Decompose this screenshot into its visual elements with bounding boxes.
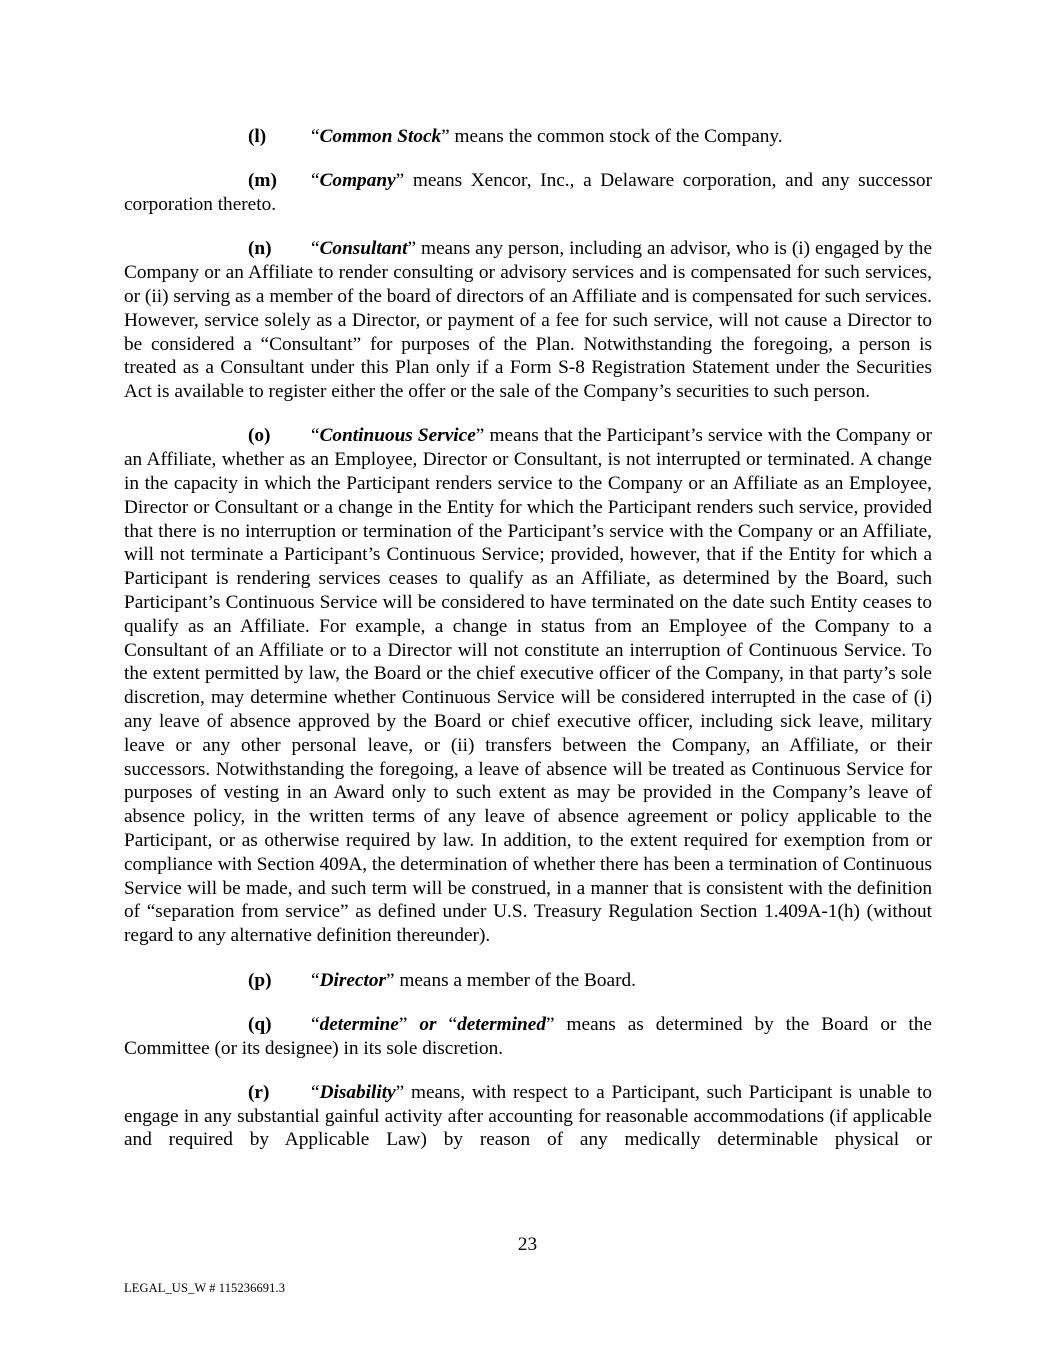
definition-number: (m) (248, 170, 277, 192)
definition-number: (p) (248, 969, 272, 991)
definition-text: means, with respect to a Participant, such Participant is unable to engage in any substantial gainful activity after accounting for reasonable accommodations (if applicable and required by Applicable Law) by reason of any medically determinable physical or (124, 1081, 932, 1151)
definition-determine: (q) “determine” or “determined” means as determined by the Board or the Committee (or its designee) in its sole discretion. (124, 1013, 932, 1059)
definition-text: means Xencor, Inc., a Delaware corporation, and any successor corporation thereto. (124, 170, 932, 216)
definition-text: means any person, including an advisor, who is (i) engaged by the Company or an Affiliate to render consulting or advisory services and is compensated for such services, or (ii) serving as a member of the board of directors of an Affiliate and is compensated for such services. However, service solely as a Director, or payment of a fee for such service, will not cause a Director to be considered a “Consultant” for purposes of the Plan. Notwithstanding the foregoing, a person is treated as a Consultant under this Plan only if a Form S-8 Registration Statement under the Securities Act is available to register either the offer or the sale of the Company’s securities to such person. (124, 238, 932, 403)
definition-company: (m) “Company” means Xencor, Inc., a Delaware corporation, and any successor corporation thereto. (124, 170, 932, 216)
document-id: LEGAL_US_W # 115236691.3 (124, 1281, 286, 1295)
definition-text: means that the Participant’s service with the Company or an Affiliate, whether as an Employee, Director or Consultant, is not interrupted or terminated. A change in the capacity in which the Participant renders service to the Company or an Affiliate as an Employee, Director or Consultant or a change in the Entity for which the Participant renders such service, provided that there is no interruption or termination of the Participant’s service with the Company or an Affiliate, will not terminate a Participant’s Continuous Service; provided, however, that if the Entity for which a Participant is rendering services ceases to qualify as an Affiliate, as determined by the Board, such Participant’s Continuous Service will be considered to have terminated on the date such Entity ceases to qualify as an Affiliate. For example, a change in status from an Employee of the Company to a Consultant of an Affiliate or to a Director will not constitute an interruption of Continuous Service. To the extent permitted by law, the Board or the chief executive officer of the Company, in that party’s sole discretion, may determine whether Continuous Service will be considered interrupted in the case of (i) any leave of absence approved by the Board or chief executive officer, including sick leave, military leave or any other personal leave, or (ii) transfers between the Company, an Affiliate, or their successors. Notwithstanding the foregoing, a leave of absence will be treated as Continuous Service for purposes of vesting in an Award only to such extent as may be provided in the Company’s leave of absence policy, in the written terms of any leave of absence agreement or policy applicable to the Participant, or as otherwise required by law. In addition, to the extent required for exemption from or compliance with Section 409A, the determination of whether there has been a termination of Continuous Service will be made, and such term will be construed, in a manner that is consistent with the definition of “separation from service” as defined under U.S. Treasury Regulation Section 1.409A-1(h) (without regard to any alternative definition thereunder). (124, 425, 933, 947)
term-connector: or (407, 1013, 449, 1035)
definition-director: (p) “Director” means a member of the Board. (248, 969, 636, 991)
definition-common-stock: (l) “Common Stock” means the common stock of the Company. (248, 126, 783, 147)
defined-term: Director (319, 969, 386, 991)
defined-term: Company (319, 170, 396, 192)
defined-term-alternate: determined (457, 1013, 546, 1035)
page-number: 23 (517, 1234, 538, 1255)
definition-text: means as determined by the Board or the Committee (or its designee) in its sole discretion. (124, 1013, 932, 1059)
defined-term: Consultant (319, 238, 408, 260)
document-body (124, 125, 932, 1173)
defined-term: Common Stock (319, 126, 442, 147)
definition-disability: (r) “Disability” means, with respect to a Participant, such Participant is unable to engage in any substantial gainful activity after accounting for reasonable accommodations (if applicable and required by Applicable Law) by reason of any medically determinable physical or (124, 1081, 932, 1151)
definition-number: (r) (248, 1081, 270, 1103)
definition-number: (l) (248, 126, 267, 147)
definition-number: (o) (248, 425, 271, 447)
definition-consultant: (n) “Consultant” means any person, including an advisor, who is (i) engaged by the Company or an Affiliate to render consulting or advisory services and is compensated for such services, or (ii) serving as a member of the board of directors of an Affiliate and is compensated for such services. However, service solely as a Director, or payment of a fee for such service, will not cause a Director to be considered a “Consultant” for purposes of the Plan. Notwithstanding the foregoing, a person is treated as a Consultant under this Plan only if a Form S-8 Registration Statement under the Securities Act is available to register either the offer or the sale of the Company’s securities to such person. (124, 238, 932, 403)
defined-term: Continuous Service (319, 425, 476, 447)
definition-continuous-service: (o) “Continuous Service” means that the Participant’s service with the Company or an Affiliate, whether as an Employee, Director or Consultant, is not interrupted or terminated. A change in the capacity in which the Participant renders service to the Company or an Affiliate as an Employee, Director or Consultant or a change in the Entity for which the Participant renders such service, provided that there is no interruption or termination of the Participant’s service with the Company or an Affiliate, will not terminate a Participant’s Continuous Service; provided, however, that if the Entity for which a Participant is rendering services ceases to qualify as an Affiliate, as determined by the Board, such Participant’s Continuous Service will be considered to have terminated on the date such Entity ceases to qualify as an Affiliate. For example, a change in status from an Employee of the Company to a Consultant of an Affiliate or to a Director will not constitute an interruption of Continuous Service. To the extent permitted by law, the Board or the chief executive officer of the Company, in that party’s sole discretion, may determine whether Continuous Service will be considered interrupted in the case of (i) any leave of absence approved by the Board or chief executive officer, including sick leave, military leave or any other personal leave, or (ii) transfers between the Company, an Affiliate, or their successors. Notwithstanding the foregoing, a leave of absence will be treated as Continuous Service for purposes of vesting in an Award only to such extent as may be provided in the Company’s leave of absence policy, in the written terms of any leave of absence agreement or policy applicable to the Participant, or as otherwise required by law. In addition, to the extent required for exemption from or compliance with Section 409A, the determination of whether there has been a termination of Continuous Service will be made, and such term will be construed, in a manner that is consistent with the definition of “separation from service” as defined under U.S. Treasury Regulation Section 1.409A-1(h) (without regard to any alternative definition thereunder). (124, 425, 933, 947)
defined-term: Disability (319, 1081, 396, 1103)
definition-number: (n) (248, 238, 272, 260)
defined-term: determine (319, 1013, 399, 1035)
definition-number: (q) (248, 1013, 272, 1035)
definition-text: means a member of the Board. (394, 969, 636, 991)
definition-text: means the common stock of the Company. (449, 126, 783, 147)
